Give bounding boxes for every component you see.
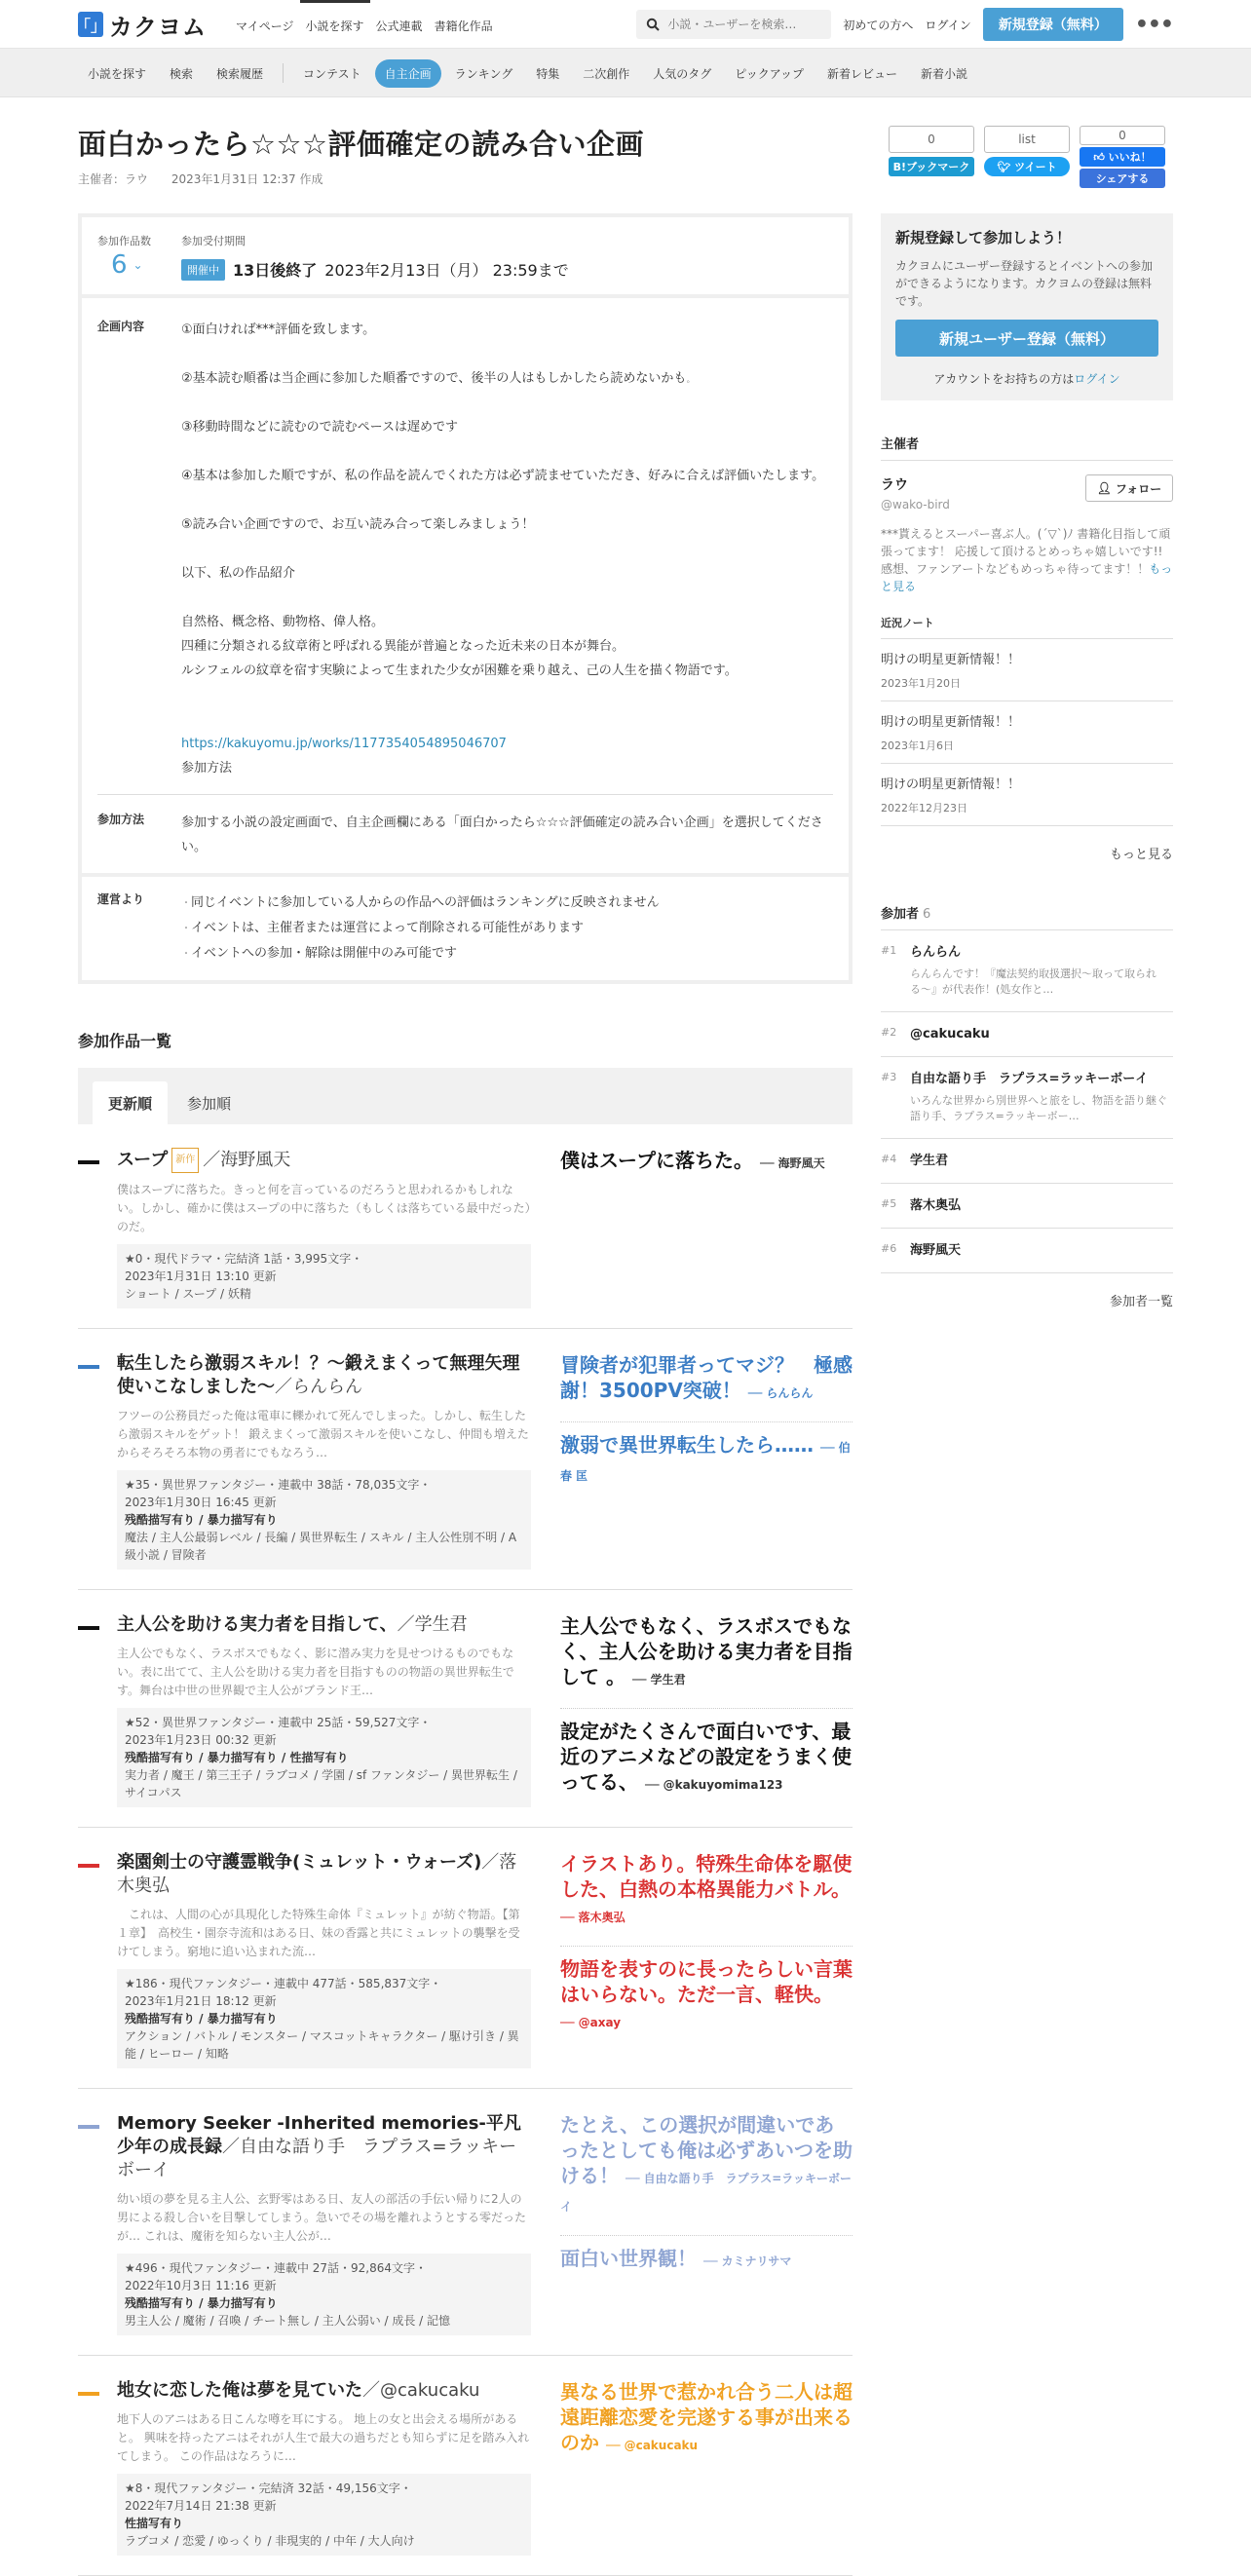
- nav-books[interactable]: 書籍化作品: [434, 19, 493, 33]
- note-title: 明けの明星更新情報！！: [881, 715, 1021, 730]
- review-catchphrase[interactable]: [560, 2235, 853, 2274]
- review-text: たとえ、この選択が間違いであったとしても俺は必ずあいつを助ける！: [560, 2113, 853, 2187]
- participant-rank: #4: [881, 1153, 897, 1165]
- work-updated: 2023年1月21日 18:12 更新: [125, 1994, 277, 2008]
- review-catchphrase[interactable]: [560, 1148, 853, 1176]
- tweet-label: ツイート: [1014, 161, 1057, 173]
- work-warnings: 残酷描写有り / 暴力描写有り: [125, 1513, 278, 1527]
- subnav-new-reviews[interactable]: 新着レビュー: [826, 66, 897, 81]
- user-plus-icon: 👤︎: [1096, 481, 1112, 495]
- twitter-bird-icon: 🐦︎: [997, 160, 1011, 173]
- participant-rank: #5: [881, 1197, 897, 1210]
- work-description: これは、人間の心が具現化した特殊生命体『ミュレット』が紡ぐ物語。【第１章】 高校生・園奈寺流和はある日、妹の香露と共にミュレットの襲撃を受けてしまう。窮地に追い込まれた流…: [117, 1908, 520, 1958]
- content-line: [181, 439, 833, 464]
- review-text: 物語を表すのに長ったらしい言葉はいらない。ただ一言、軽快。: [560, 1957, 853, 2006]
- content-line: [181, 586, 833, 610]
- work-tags[interactable]: 魔法 / 主人公最弱レベル / 長編 / 異世界転生 / スキル / 主人公性別不明 / A級小説 / 冒険者: [125, 1531, 517, 1562]
- search-box[interactable]: [636, 10, 831, 39]
- work-item: [78, 1329, 853, 1590]
- review-catchphrase[interactable]: [560, 1421, 853, 1489]
- work-item: [78, 1124, 853, 1329]
- fb-count: 0: [1080, 126, 1165, 145]
- participant-name[interactable]: 海野風天: [910, 1243, 962, 1258]
- review-author[interactable]: ── @cakucaku: [605, 2439, 699, 2452]
- work-title-line[interactable]: [117, 1148, 531, 1173]
- work-main: [117, 2379, 531, 2556]
- review-catchphrase[interactable]: [560, 1851, 853, 1930]
- work-description: 主人公でもなく、ラスボスでもなく、影に潜み実力を見せつけるものでもない。表に出てて、主人公を助ける実力者を目指すものの物語の異世界転生です。舞台は中世の世界観で主人公がブランド王…: [117, 1647, 514, 1697]
- login-link[interactable]: ログイン: [925, 18, 971, 32]
- review-author[interactable]: ── らんらん: [747, 1386, 814, 1400]
- work-item: [78, 2089, 853, 2356]
- note-date: 2022年12月23日: [881, 802, 967, 814]
- work-author[interactable]: ／海野風天: [203, 1150, 291, 1170]
- note-item[interactable]: [881, 764, 1173, 826]
- work-warnings: 残酷描写有り / 暴力描写有り / 性描写有り: [125, 1751, 349, 1764]
- work-author[interactable]: ／自由な語り手 ラプラス=ラッキーボーイ: [117, 2137, 517, 2180]
- work-title-line[interactable]: [117, 2379, 531, 2403]
- work-main: [117, 1851, 531, 2068]
- organizer-card: [881, 474, 1173, 511]
- work-stats: ★186・現代ファンタジー・連載中 477話・585,837文字・: [125, 1977, 442, 1990]
- notes-more-link[interactable]: もっと見る: [1109, 848, 1173, 862]
- content-line: [181, 342, 833, 366]
- participants-list: [881, 930, 1173, 1273]
- review-text: イラストあり。特殊生命体を駆使した、白熱の本格異能力バトル。: [560, 1852, 853, 1901]
- review-author[interactable]: ── @axay: [560, 2016, 622, 2029]
- review-catchphrase[interactable]: [560, 1946, 853, 2035]
- participant-rank: #3: [881, 1071, 897, 1083]
- work-updated: 2023年1月23日 00:32 更新: [125, 1733, 277, 1747]
- works-list: [78, 1124, 853, 2576]
- work-reviews: [560, 1352, 853, 1570]
- content-line: [181, 683, 833, 707]
- site-logo[interactable]: [75, 8, 207, 42]
- work-warnings: 残酷描写有り / 暴力描写有り: [125, 2012, 278, 2026]
- review-text: 面白い世界観！: [560, 2247, 697, 2270]
- nav-official[interactable]: 公式連載: [375, 19, 423, 33]
- work-tags[interactable]: アクション / バトル / モンスター / マスコットキャラクター / 駆け引き / 異能 / ヒーロー / 知略: [125, 2029, 519, 2061]
- subnav-contest[interactable]: コンテスト: [303, 66, 361, 81]
- work-info: [117, 2474, 531, 2556]
- join-text: 参加する小説の設定画面で、自主企画欄にある「面白かったら☆☆☆評価確定の読み合い企画」を選択してください。: [181, 815, 823, 854]
- work-reviews: [560, 2112, 853, 2335]
- participant-item[interactable]: [881, 1057, 1173, 1139]
- sidebar: [881, 98, 1173, 1309]
- content-line: 以下、私の作品紹介: [181, 566, 296, 581]
- fb-like-button[interactable]: [1080, 147, 1165, 167]
- main-column: [78, 98, 853, 2576]
- work-author[interactable]: ／学生君: [397, 1614, 468, 1635]
- notice-item: ・ イベントへの参加・解除は開催中のみ可能です: [181, 941, 660, 966]
- signup-login-line: [895, 370, 1158, 387]
- created-date: 2023年1月31日 12:37 作成: [171, 172, 323, 186]
- review-author[interactable]: ── 落木奥弘: [560, 1911, 626, 1924]
- content-line: 自然格、概念格、動物格、偉人格。: [181, 615, 385, 629]
- subnav-history[interactable]: 検索履歴: [216, 66, 264, 81]
- participant-rank: #2: [881, 1026, 897, 1039]
- review-text: 冒険者が犯罪者ってマジ？ 極感謝！3500PV突破！: [560, 1353, 853, 1402]
- work-author[interactable]: ／落木奥弘: [117, 1852, 517, 1896]
- work-item: [78, 2356, 853, 2576]
- global-header: [0, 0, 1251, 49]
- review-catchphrase[interactable]: [560, 1708, 853, 1798]
- register-button[interactable]: 新規登録（無料）: [983, 8, 1123, 41]
- join-label: 参加方法: [97, 813, 145, 826]
- participant-rank: #6: [881, 1242, 897, 1255]
- event-summary: [82, 217, 849, 298]
- social-buttons: [881, 126, 1173, 188]
- work-reviews: [560, 2379, 853, 2556]
- work-color-bar: [78, 2125, 99, 2129]
- fb-share-button[interactable]: シェアする: [1080, 169, 1165, 188]
- logo-mark-icon: 「」: [78, 12, 103, 37]
- participant-body: [910, 1153, 1173, 1169]
- organizer-id[interactable]: @wako-bird: [881, 498, 950, 511]
- event-box: [78, 213, 853, 984]
- work-main: [117, 2112, 531, 2335]
- subnav-fanfic[interactable]: 二次創作: [583, 66, 630, 81]
- signup-login-link[interactable]: ログイン: [1074, 372, 1120, 386]
- participant-body: [910, 1242, 1173, 1259]
- signup-box: [881, 213, 1173, 400]
- participant-body: [910, 1197, 1173, 1214]
- work-description: フツーの公務員だった俺は電車に轢かれて死んでしまった。しかし、転生したら激弱スキルをゲット！ 鍛えまくって激弱スキルを使いこなし、仲間も増えたからそろそろ本物の勇者にでもなろう…: [117, 1409, 529, 1459]
- logo-text: カクヨム: [109, 13, 207, 41]
- review-text: 激弱で異世界転生したら……: [560, 1433, 814, 1457]
- new-badge: 新作: [171, 1148, 199, 1173]
- participants-more-link[interactable]: 参加者一覧: [1109, 1295, 1173, 1309]
- work-color-bar: [78, 1864, 99, 1868]
- end-date: 2023年2月13日（月） 23:59まで: [324, 261, 569, 280]
- review-text: 設定がたくさんで面白いです、最近のアニメなどの設定をうまく使ってる、: [560, 1720, 852, 1794]
- review-text: 主人公でもなく、ラスボスでもなく、主人公を助ける実力者を目指して 。: [560, 1614, 853, 1688]
- tab-joined[interactable]: 参加順: [187, 1094, 232, 1113]
- period-label: 参加受付期間: [181, 235, 246, 247]
- organizer-name[interactable]: ラウ: [881, 477, 908, 493]
- notice-section: [82, 873, 849, 980]
- thumbs-up-icon: 👍︎: [1093, 150, 1105, 164]
- work-updated: 2023年1月30日 16:45 更新: [125, 1496, 277, 1509]
- participant-item[interactable]: [881, 1139, 1173, 1184]
- review-text: 異なる世界で惹かれ合う二人は超遠距離恋愛を完遂する事が出来るのか: [560, 2380, 853, 2454]
- note-date: 2023年1月6日: [881, 739, 954, 752]
- review-catchphrase[interactable]: [560, 1613, 853, 1692]
- work-info: [117, 1969, 531, 2068]
- content-line: ②基本読む順番は当企画に参加した順番ですので、後半の人はもしかしたら読めないかも𓈒: [181, 371, 691, 386]
- work-main: [117, 1148, 531, 1308]
- content-line: [181, 707, 833, 732]
- participant-body: [910, 1071, 1173, 1124]
- participant-item[interactable]: [881, 1184, 1173, 1229]
- content-label: 企画内容: [97, 320, 145, 333]
- sub-nav: [0, 49, 1251, 97]
- global-nav: [230, 0, 499, 49]
- work-description: 地下人のアニはある日こんな噂を耳にする。 地上の女と出会える場所があると。 興味を持ったアニはそれが人生で最大の過ちだとも知らずに足を踏み入れてしまう。 この作品はなろうに…: [117, 2412, 530, 2463]
- work-main: [117, 1352, 531, 1570]
- review-author[interactable]: ── 伯春 匡: [560, 1441, 851, 1483]
- work-stats: ★35・異世界ファンタジー・連載中 38話・78,035文字・: [125, 1478, 432, 1492]
- review-text: 僕はスープに落ちた。: [560, 1149, 753, 1172]
- work-tags[interactable]: 男主人公 / 魔術 / 召喚 / チート無し / 主人公弱い / 成長 / 記憶: [125, 2314, 451, 2328]
- participant-item[interactable]: [881, 1229, 1173, 1273]
- review-catchphrase[interactable]: [560, 1352, 853, 1406]
- content-line: ①面白ければ***評価を致します。: [181, 322, 376, 337]
- review-author[interactable]: ── カミナリサマ: [702, 2254, 792, 2268]
- work-title[interactable]: 主人公を助ける実力者を目指して、: [117, 1614, 398, 1635]
- work-author[interactable]: ／@cakucaku: [362, 2380, 480, 2401]
- work-author[interactable]: ／らんらん: [275, 1377, 362, 1397]
- status-badge: 開催中: [181, 259, 225, 281]
- organizer-label[interactable]: 主催者：ラウ: [78, 172, 149, 186]
- work-color-bar: [78, 1160, 99, 1164]
- participant-item[interactable]: [881, 930, 1173, 1012]
- participant-desc: いろんな世界から別世界へと旅をし、物語を語り継ぐ語り手、ラプラス=ラッキーボー…: [910, 1094, 1167, 1122]
- days-left: 13日後終了: [233, 261, 318, 280]
- chevron-down-icon: ⌄: [133, 258, 143, 272]
- content-line: ⑤読み合い企画ですので、お互い読み合って楽しみましょう！: [181, 517, 535, 532]
- note-item[interactable]: [881, 639, 1173, 701]
- participant-name[interactable]: 落木奥弘: [910, 1198, 962, 1213]
- follow-label: フォロー: [1115, 481, 1162, 496]
- notice-list: [181, 890, 660, 966]
- work-stats: ★8・現代ファンタジー・完結済 32話・49,156文字・: [125, 2481, 412, 2495]
- search-icon: [646, 18, 660, 31]
- nav-search-novels[interactable]: 小説を探す: [300, 0, 370, 49]
- subnav-search-novels[interactable]: 小説を探す: [88, 66, 147, 81]
- subnav-tags[interactable]: 人気のタグ: [653, 66, 712, 81]
- content-line: [181, 391, 833, 415]
- work-title[interactable]: 地女に恋した俺は夢を見ていた: [117, 2380, 362, 2401]
- work-title[interactable]: 楽園剣士の守護霊戦争(ミュレット・ウォーズ): [117, 1852, 482, 1873]
- work-stats: ★496・現代ファンタジー・連載中 27話・92,864文字・: [125, 2261, 428, 2275]
- content-line: ルシフェルの紋章を宿す実験によって生まれた少女が困難を乗り越え、己の人生を描く物語です。: [181, 663, 738, 678]
- content-line: 四種に分類される紋章術と呼ばれる異能が普遍となった近未来の日本が舞台。: [181, 639, 626, 654]
- work-updated: 2022年7月14日 21:38 更新: [125, 2499, 277, 2513]
- content-line: ④基本は参加した順ですが、私の作品を読んでくれた方は必ず読ませていただき、好みに合えば評価いたします。: [181, 469, 825, 483]
- content-line: [181, 488, 833, 512]
- follow-button[interactable]: [1085, 474, 1173, 502]
- content-body: [181, 318, 833, 780]
- note-title: 明けの明星更新情報！！: [881, 777, 1021, 792]
- works-tabs: [78, 1068, 853, 1124]
- participant-count[interactable]: [97, 250, 181, 280]
- review-catchphrase[interactable]: [560, 2112, 853, 2219]
- participant-name[interactable]: 自由な語り手 ラプラス=ラッキーボーイ: [910, 1072, 1149, 1086]
- notice-item: ・ イベントは、主催者または運営によって削除される可能性があります: [181, 916, 660, 941]
- participant-body: [910, 944, 1173, 998]
- participant-name[interactable]: @cakucaku: [910, 1027, 990, 1042]
- nav-mypage[interactable]: マイページ: [236, 19, 294, 33]
- work-info: [117, 2254, 531, 2335]
- work-info: [117, 1470, 531, 1570]
- works-heading: 参加作品一覧: [78, 1032, 172, 1050]
- review-catchphrase[interactable]: [560, 2379, 853, 2458]
- content-line: [181, 537, 833, 561]
- participant-rank: #1: [881, 944, 897, 957]
- subnav-user-events[interactable]: 自主企画: [375, 59, 441, 88]
- tweet-button[interactable]: [984, 157, 1070, 176]
- subnav-new-novels[interactable]: 新着小説: [920, 66, 967, 81]
- work-warnings: 残酷描写有り / 暴力描写有り: [125, 2296, 278, 2310]
- event-content-section: [82, 298, 849, 780]
- work-tags[interactable]: ショート / スープ / 妖精: [125, 1287, 251, 1301]
- work-color-bar: [78, 1626, 99, 1630]
- participants-count: 6: [923, 907, 931, 922]
- work-info: [117, 1244, 531, 1308]
- notes-list: [881, 639, 1173, 826]
- participants-heading-label: 参加者: [881, 907, 920, 922]
- participant-item[interactable]: [881, 1012, 1173, 1057]
- work-title[interactable]: スープ: [117, 1150, 169, 1170]
- event-meta: [78, 170, 853, 187]
- content-line: ③移動時間などに読むので読むペースは遅めです: [181, 420, 459, 435]
- organizer-bio-text: ***貰えるとスーパー喜ぶ人。(´▽`)ﾉ 書籍化目指して頑張ってます！ 応援して頂けるとめっちゃ嬉しいです!! 感想、ファンアートなどもめっちゃ待ってます！！: [881, 527, 1171, 576]
- work-updated: 2023年1月31日 13:10 更新: [125, 1269, 277, 1283]
- page-title: 面白かったら☆☆☆評価確定の読み合い企画: [78, 128, 644, 161]
- work-color-bar: [78, 2392, 99, 2396]
- work-info: [117, 1708, 531, 1807]
- organizer-bio: [881, 525, 1173, 595]
- work-stats: ★0・現代ドラマ・完結済 1話・3,995文字・: [125, 1252, 363, 1266]
- work-title-line[interactable]: [117, 1352, 531, 1399]
- notice-item: ・ 同じイベントに参加している人からの作品への評価はランキングに反映されません: [181, 890, 660, 916]
- work-tags[interactable]: ラブコメ / 恋愛 / ゆっくり / 非現実的 / 中年 / 大人向け: [125, 2534, 415, 2548]
- subnav-feature[interactable]: 特集: [536, 66, 560, 81]
- work-link[interactable]: https://kakuyomu.jp/works/1177354054895046707: [181, 737, 507, 751]
- participant-count-value: 6: [111, 250, 128, 280]
- organizer-bio-more[interactable]: もっと見る: [881, 562, 1173, 593]
- note-item[interactable]: [881, 701, 1173, 764]
- work-main: [117, 1613, 531, 1807]
- content-tail: 参加方法: [181, 761, 233, 776]
- participant-body: [910, 1026, 1173, 1042]
- work-color-bar: [78, 1365, 99, 1369]
- hatena-bookmark-button[interactable]: B!ブックマーク: [889, 157, 974, 176]
- review-author[interactable]: ── 学生君: [631, 1673, 686, 1686]
- work-description: 僕はスープに落ちた。きっと何を言っているのだろうと思われるかもしれない。しかし、確かに僕はスープの中に落ちた（もしくは落ちている最中だった）のだ。: [117, 1183, 531, 1233]
- subnav-divider: [283, 63, 284, 83]
- more-menu-icon[interactable]: •••: [1134, 12, 1173, 37]
- signup-login-text: アカウントをお持ちの方は: [933, 372, 1075, 386]
- work-title-line[interactable]: [117, 1613, 531, 1637]
- work-item: [78, 1828, 853, 2089]
- work-title-line[interactable]: [117, 2112, 531, 2182]
- participant-name[interactable]: らんらん: [910, 945, 962, 960]
- review-author[interactable]: ── 自由な語り手 ラプラス=ラッキーボーイ: [560, 2172, 853, 2214]
- first-time-link[interactable]: 初めての方へ: [843, 18, 914, 32]
- join-section: [97, 794, 833, 873]
- work-reviews: [560, 1613, 853, 1807]
- subnav-pickup[interactable]: ピックアップ: [735, 66, 804, 81]
- work-warnings: 性描写有り: [125, 2517, 184, 2530]
- tweet-count: list: [984, 126, 1070, 153]
- work-description: 幼い頃の夢を見る主人公、玄野零はある日、友人の部活の手伝い帰りに2人の男による殺し合いを目撃してしまう。急いでその場を離れようとする零だったが… これは、魔術を知らない主人公が…: [117, 2192, 527, 2243]
- work-item: [78, 1590, 853, 1828]
- participant-desc: らんらんです！『魔法契約取扱選択〜取って取られる〜』が代表作！(処女作と…: [910, 967, 1156, 996]
- signup-title: 新規登録して参加しよう！: [895, 229, 1072, 246]
- tab-updated[interactable]: 更新順: [93, 1081, 168, 1124]
- hatena-count: 0: [889, 126, 974, 153]
- work-title[interactable]: Memory Seeker -Inherited memories-平凡少年の成長録: [117, 2113, 521, 2157]
- work-tags[interactable]: 実力者 / 魔王 / 第三王子 / ラブコメ / 学園 / sf ファンタジー / 異世界転生 / サイコパス: [125, 1768, 517, 1799]
- signup-text: カクヨムにユーザー登録するとイベントへの参加ができるようになります。カクヨムの登録は無料です。: [895, 259, 1154, 308]
- fb-like-label: いいね！: [1108, 151, 1152, 164]
- review-author[interactable]: ── 海野風天: [759, 1156, 825, 1170]
- work-title[interactable]: 転生したら激弱スキル！？〜鍛えまくって無理矢理使いこなしました〜: [117, 1353, 520, 1397]
- participant-name[interactable]: 学生君: [910, 1154, 949, 1168]
- signup-button[interactable]: 新規ユーザー登録（無料）: [895, 320, 1158, 357]
- work-title-line[interactable]: [117, 1851, 531, 1898]
- notes-heading: 近況ノート: [881, 615, 1173, 639]
- work-updated: 2022年10月3日 11:16 更新: [125, 2279, 277, 2292]
- subnav-ranking[interactable]: ランキング: [454, 66, 513, 81]
- note-date: 2023年1月20日: [881, 677, 961, 690]
- search-input[interactable]: [667, 18, 814, 31]
- content-lines: [181, 318, 833, 732]
- work-stats: ★52・異世界ファンタジー・連載中 25話・59,527文字・: [125, 1716, 432, 1729]
- organizer-heading: 主催者: [881, 434, 1173, 461]
- participants-heading: [881, 903, 1173, 930]
- subnav-search[interactable]: 検索: [170, 66, 194, 81]
- work-reviews: [560, 1148, 853, 1308]
- note-title: 明けの明星更新情報！！: [881, 653, 1021, 667]
- work-reviews: [560, 1851, 853, 2068]
- count-label: 参加作品数: [97, 235, 151, 247]
- review-author[interactable]: ── @kakuyomima123: [644, 1778, 783, 1792]
- notice-label: 運営より: [97, 892, 145, 906]
